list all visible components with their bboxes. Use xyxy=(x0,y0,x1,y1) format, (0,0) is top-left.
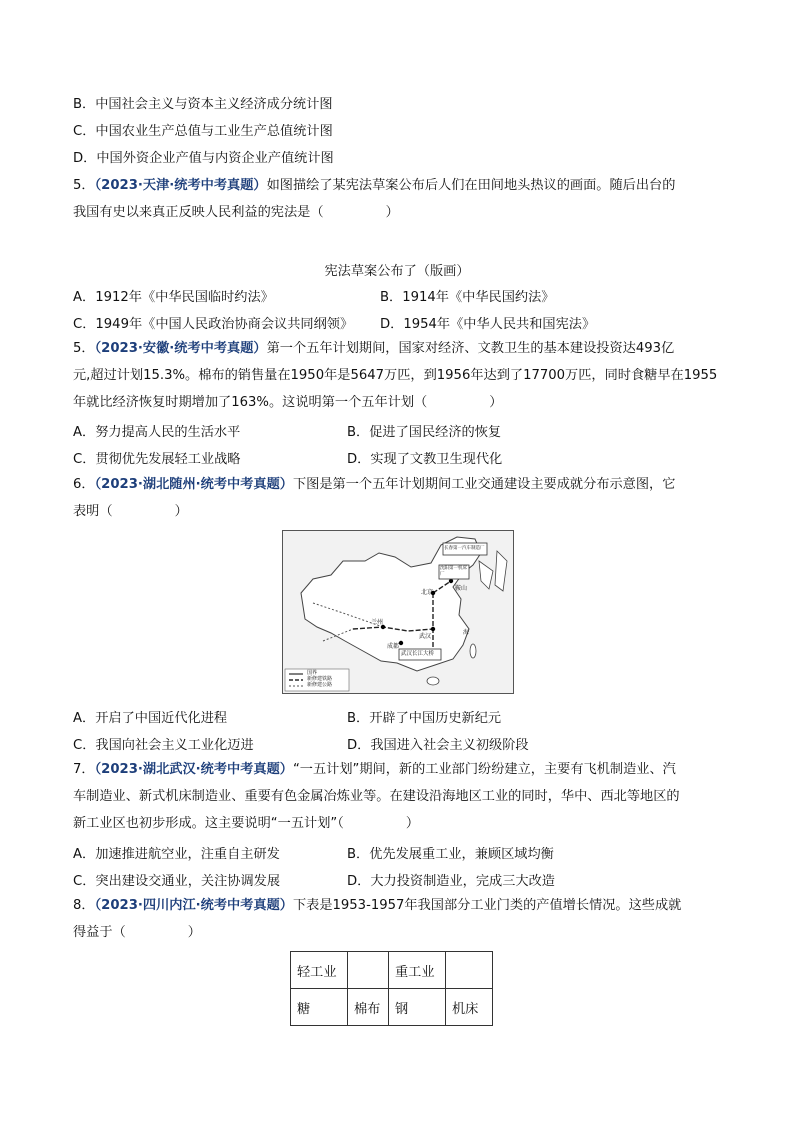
question-number: 8． xyxy=(73,898,95,913)
q5a-option-d: D．1954年《中华人民共和国宪法》 xyxy=(380,317,596,332)
q6-stem-line2 xyxy=(73,503,188,521)
map-label-chengdu: 成都 xyxy=(387,643,400,650)
question-stem: 我国有史以来真正反映人民利益的宪法是（ xyxy=(73,205,324,220)
legend-border: 国界 xyxy=(307,670,318,676)
question-stem: 新工业区也初步形成。这主要说明“一五计划”（ xyxy=(73,816,344,831)
table-cell: 轻工业 xyxy=(291,952,348,989)
map-label-bridge: 武汉长江大桥 xyxy=(401,651,435,657)
table-cell: 棉布 xyxy=(348,989,389,1026)
table-header-row xyxy=(291,952,493,989)
question-source: （2023·四川内江·统考中考真题） xyxy=(94,898,293,913)
q5b-option-c: C．贯彻优先发展轻工业战略 xyxy=(73,452,241,467)
q7-option-b: B．优先发展重工业，兼顾区域均衡 xyxy=(347,847,554,862)
q5b-option-d: D．实现了文教卫生现代化 xyxy=(347,452,503,467)
question-number: 5． xyxy=(73,341,95,356)
table-cell xyxy=(348,952,389,989)
question-stem: ） xyxy=(174,504,188,519)
question-source: （2023·湖北随州·统考中考真题） xyxy=(94,477,293,492)
q5b-option-a: A．努力提高人民的生活水平 xyxy=(73,425,241,440)
map-label-sea: 海 xyxy=(463,629,470,636)
q5a-stem-line1 xyxy=(73,177,675,195)
q6-option-a: A．开启了中国近代化进程 xyxy=(73,711,228,726)
question-stem: “一五计划”期间，新的工业部门纷纷建立，主要有飞机制造业、汽 xyxy=(292,762,676,777)
table-cell: 糖 xyxy=(291,989,348,1026)
q8-stem-line1 xyxy=(73,897,681,915)
question-stem: 得益于（ xyxy=(73,925,126,940)
question-number: 7． xyxy=(73,762,95,777)
q7-stem-line2: 车制造业、新式机床制造业、重要有色金属冶炼业等。在建设沿海地区工业的同时，华中、西北等地区的 xyxy=(73,789,680,804)
question-stem: 表明（ xyxy=(73,504,113,519)
question-stem: 年就比经济恢复时期增加了163%。这说明第一个五年计划（ xyxy=(73,395,428,410)
map-graphic xyxy=(283,531,513,693)
q5b-stem-line2: 元,超过计划15.3%。棉布的销售量在1950年是5647万匹，到1956年达到了17700万匹，同时食糖早在1955 xyxy=(73,368,718,383)
question-stem: 如图描绘了某宪法草案公布后人们在田间地头热议的画面。随后出台的 xyxy=(266,178,676,193)
question-stem: 下表是1953-1957年我国部分工业门类的产值增长情况。这些成就 xyxy=(292,898,682,913)
legend-road: 新修建公路 xyxy=(307,682,333,688)
table-cell: 机床 xyxy=(446,989,493,1026)
q6-option-c: C．我国向社会主义工业化迈进 xyxy=(73,738,254,753)
map-label-lanzhou: 兰州 xyxy=(371,619,384,626)
map-label-shenyang: 沈阳第一机床厂 xyxy=(440,566,467,577)
q5b-stem-line3 xyxy=(73,394,502,412)
q7-option-d: D．大力投资制造业，完成三大改造 xyxy=(347,874,555,889)
q7-option-a: A．加速推进航空业，注重自主研发 xyxy=(73,847,280,862)
q5b-stem-line1 xyxy=(73,340,674,358)
q5b-option-b: B．促进了国民经济的恢复 xyxy=(347,425,502,440)
question-stem: ） xyxy=(385,205,399,220)
q4-option-d: D．中国外资企业产值与内资企业产值统计图 xyxy=(73,151,334,166)
question-stem: ） xyxy=(187,925,201,940)
industrial-map xyxy=(282,530,514,694)
q6-option-d: D．我国进入社会主义初级阶段 xyxy=(347,738,529,753)
map-label-wuhan: 武汉 xyxy=(419,633,432,640)
question-stem: ） xyxy=(489,395,503,410)
question-source: （2023·湖北武汉·统考中考真题） xyxy=(94,762,293,777)
industry-table xyxy=(290,951,493,1026)
q5a-option-c: C．1949年《中国人民政治协商会议共同纲领》 xyxy=(73,317,354,332)
q8-stem-line2 xyxy=(73,924,201,942)
table-cell: 重工业 xyxy=(389,952,446,989)
q5a-stem-line2 xyxy=(73,204,399,222)
q7-option-c: C．突出建设交通业，关注协调发展 xyxy=(73,874,281,889)
map-label-anshan: 鞍山 xyxy=(455,585,468,592)
legend-rail: 新修建铁路 xyxy=(307,676,333,682)
image-caption: 宪法草案公布了（版画） xyxy=(324,264,470,279)
q7-stem-line3 xyxy=(73,815,419,833)
q4-option-c: C．中国农业生产总值与工业生产总值统计图 xyxy=(73,124,333,139)
map-label-changchun: 长春第一汽车制造厂 xyxy=(444,546,485,551)
question-source: （2023·安徽·统考中考真题） xyxy=(94,341,267,356)
question-stem: ） xyxy=(405,816,419,831)
q5a-option-a: A．1912年《中华民国临时约法》 xyxy=(73,290,274,305)
question-stem: 第一个五年计划期间，国家对经济、文教卫生的基本建设投资达493亿 xyxy=(266,341,675,356)
question-number: 5． xyxy=(73,178,95,193)
q6-option-b: B．开辟了中国历史新纪元 xyxy=(347,711,502,726)
q7-stem-line1 xyxy=(73,761,676,779)
q5a-option-b: B．1914年《中华民国约法》 xyxy=(380,290,555,305)
table-cell: 钢 xyxy=(389,989,446,1026)
map-label-beijing: 北京 xyxy=(421,589,434,596)
table-row xyxy=(291,989,493,1026)
q6-stem-line1 xyxy=(73,476,675,494)
question-number: 6． xyxy=(73,477,95,492)
table-cell xyxy=(446,952,493,989)
question-source: （2023·天津·统考中考真题） xyxy=(94,178,267,193)
question-stem: 下图是第一个五年计划期间工业交通建设主要成就分布示意图，它 xyxy=(292,477,676,492)
q4-option-b: B．中国社会主义与资本主义经济成分统计图 xyxy=(73,97,333,112)
